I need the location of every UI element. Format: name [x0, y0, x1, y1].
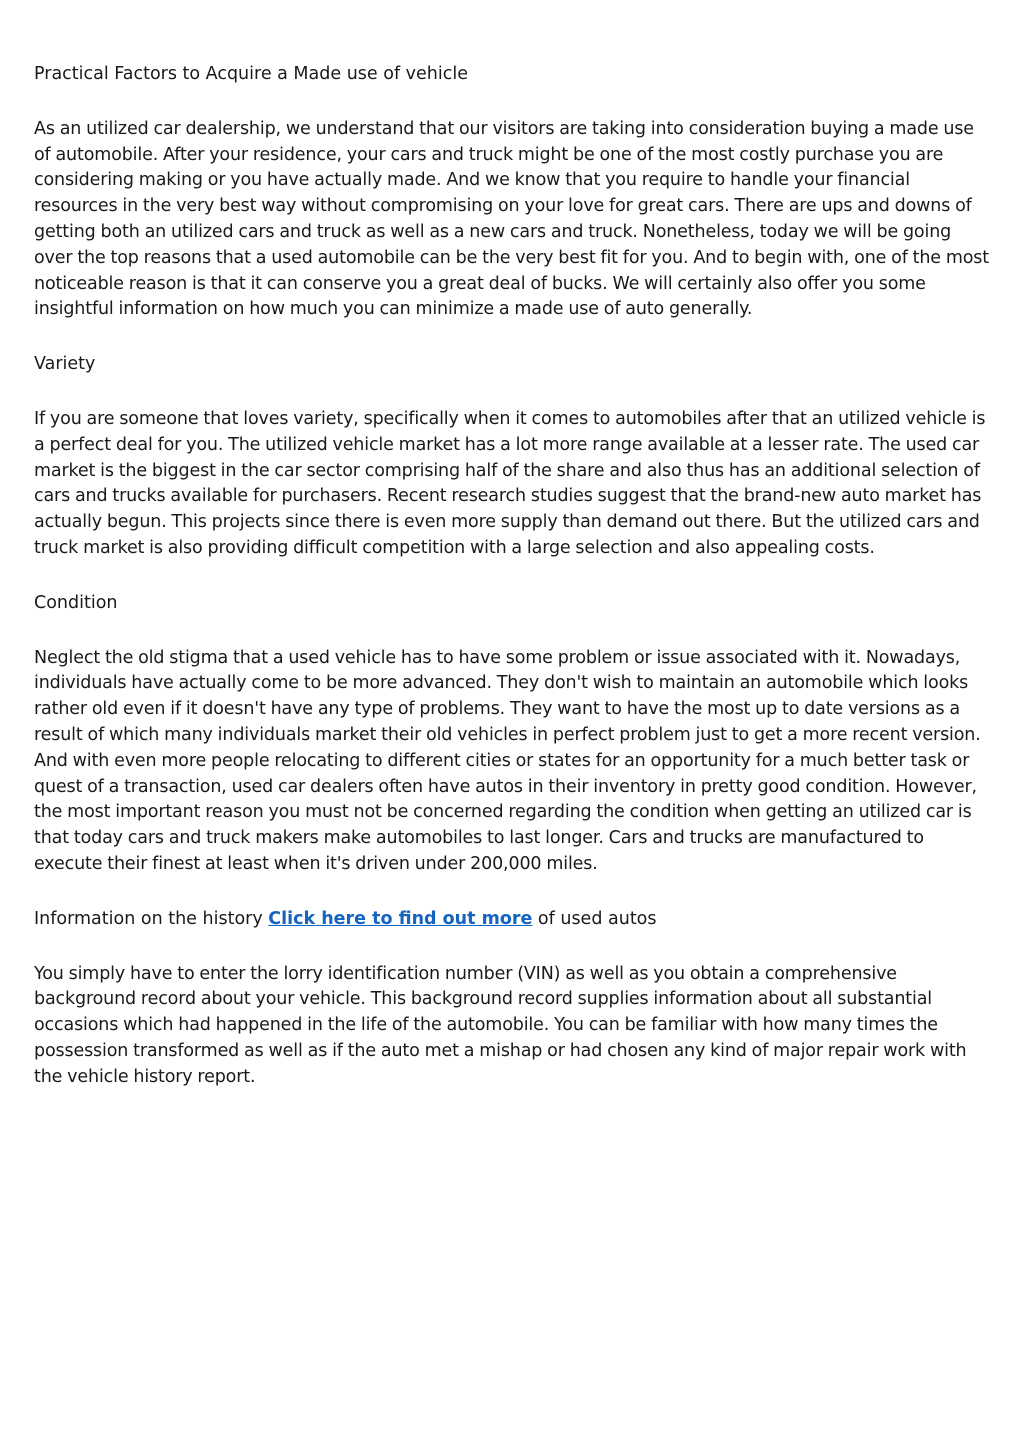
history-heading-suffix: of used autos [532, 908, 657, 929]
find-out-more-link[interactable]: Click here to find out more [268, 908, 533, 929]
section-heading-history [34, 907, 994, 933]
document-title: Practical Factors to Acquire a Made use of vehicle [34, 64, 468, 84]
section-body-variety: If you are someone that loves variety, specifically when it comes to automobiles after that an utilized vehicle is a perfect deal for you. The utilized vehicle market has a lot more range available at a lesser rate. The used car market is the biggest in the car sector comprising half of the share and also thus has an additional selection of cars and trucks available for purchasers. Recent research studies suggest that the brand-new auto market has actually begun. This projects since there is even more supply than demand out there. But the utilized cars and truck market is also providing difficult competition with a large selection and also appealing costs. [34, 408, 986, 558]
intro-paragraph: As an utilized car dealership, we understand that our visitors are taking into consideration buying a made use of automobile. After your residence, your cars and truck might be one of the most costly purchase you are considering making or you have actually made. And we know that you require to handle your financial resources in the very best way without compromising on your love for great cars. There are ups and downs of getting both an utilized cars and truck as well as a new cars and truck. Nonetheless, today we will be going over the top reasons that a used automobile can be the very best fit for you. And to begin with, one of the most noticeable reason is that it can conserve you a great deal of bucks. We will certainly also offer you some insightful information on how much you can minimize a made use of auto generally. [34, 118, 989, 320]
section-body-history: You simply have to enter the lorry identification number (VIN) as well as you obtain a comprehensive background record about your vehicle. This background record supplies information about all substantial occasions which had happened in the life of the automobile. You can be familiar with how many times the possession transformed as well as if the auto met a mishap or had chosen any kind of major repair work with the vehicle history report. [34, 963, 967, 1087]
history-heading-prefix: Information on the history [34, 908, 269, 929]
section-heading-variety: Variety [34, 354, 96, 375]
section-heading-condition: Condition [34, 592, 118, 613]
section-body-condition: Neglect the old stigma that a used vehicle has to have some problem or issue associated with it. Nowadays, individuals have actually come to be more advanced. They don't wish to maintain an automobile which looks rather old even if it doesn't have any type of problems. They want to have the most up to date versions as a result of which many individuals market their old vehicles in perfect problem just to get a more recent version. And with even more people relocating to different cities or states for an opportunity for a much better task or quest of a transaction, used car dealers often have autos in their inventory in pretty good condition. However, the most important reason you must not be concerned regarding the condition when getting an utilized car is that today cars and truck makers make automobiles to last longer. Cars and trucks are manufactured to execute their finest at least when it's driven under 200,000 miles. [34, 647, 981, 874]
document-page [34, 62, 994, 1120]
